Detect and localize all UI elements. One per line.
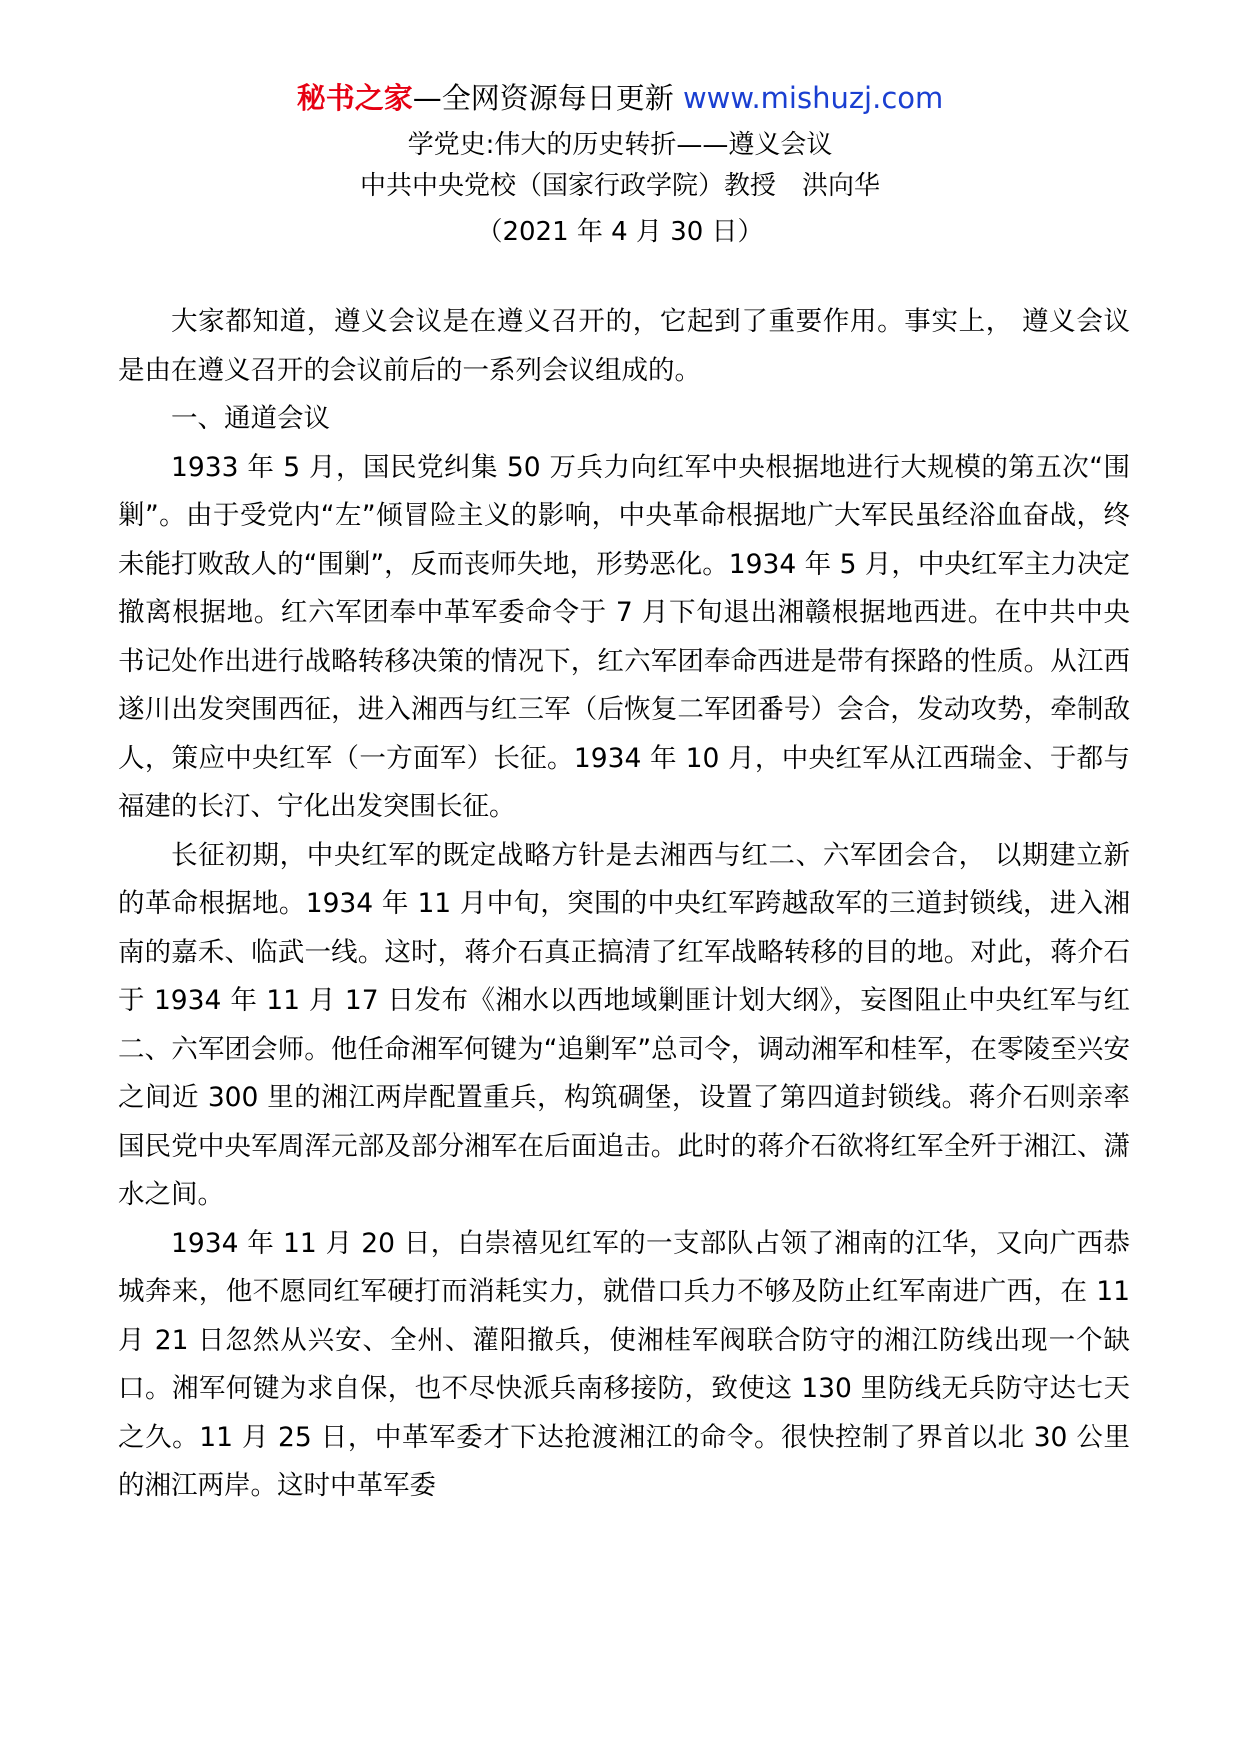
paragraph: 长征初期，中央红军的既定战略方针是去湘西与红二、六军团会合， 以期建立新的革命根据地。1934 年 11 月中旬，突围的中央红军跨越敌军的三道封锁线，进入湘南的嘉禾、临武一线。这时，蒋介石真正搞清了红军战略转移的目的地。对此，蒋介石于 1934 年 11 月 17 日发布《湘水以西地域剿匪计划大纲》，妄图阻止中央红军与红二、六军团会师。他任命湘军何键为“追剿军”总司令，调动湘军和桂军，在零陵至兴安之间近 300 里的湘江两岸配置重兵，构筑碉堡，设置了第四道封锁线。蒋介石则亲率国民党中央军周浑元部及部分湘军在后面追击。此时的蒋介石欲将红军全歼于湘江、潇水之间。 [118,839,1130,1210]
brand-name: 秘书之家 [296,81,413,115]
section-heading: 一、通道会议 [171,403,330,434]
paragraph: 1934 年 11 月 20 日，白崇禧见红军的一支部队占领了湘南的江华，又向广西恭城奔来，他不愿同红军硬打而消耗实力，就借口兵力不够及防止红军南进广西，在 11 月 21 日忽然从兴安、全州、灌阳撤兵，使湘桂军阀联合防守的湘江防线出现一个缺口。湘军何键为求自保，也不尽快派兵南移接防，致使这 130 里防线无兵防守达七天之久。11 月 25 日，中革军委才下达抢渡湘江的命令。很快控制了界首以北 30 公里的湘江两岸。这时中革军委 [118,1227,1130,1501]
banner-tagline: —全网资源每日更新 [412,81,674,115]
site-banner [0,78,1240,118]
document-author: 中共中央党校（国家行政学院）教授 洪向华 [359,171,880,201]
site-url-link[interactable]: www.mishuzj.com [682,81,944,115]
paragraph-intro: 大家都知道，遵义会议是在遵义召开的，它起到了重要作用。事实上， 遵义会议是由在遵义召开的会议前后的一系列会议组成的。 [118,306,1130,386]
document-date: （2021 年 4 月 30 日） [476,217,764,247]
document-body [118,298,1130,1511]
document-title: 学党史:伟大的历史转折——遵义会议 [407,130,833,160]
paragraph: 1933 年 5 月，国民党纠集 50 万兵力向红军中央根据地进行大规模的第五次“围剿”。由于受党内“左”倾冒险主义的影响，中央革命根据地广大军民虽经浴血奋战，终未能打败敌人的“围剿”，反而丧师失地，形势恶化。1934 年 5 月，中央红军主力决定撤离根据地。红六军团奉中革军委命令于 7 月下旬退出湘赣根据地西进。在中共中央书记处作出进行战略转移决策的情况下，红六军团奉命西进是带有探路的性质。从江西遂川出发突围西征，进入湘西与红三军（后恢复二军团番号）会合，发动攻势，牵制敌人，策应中央红军（一方面军）长征。1934 年 10 月，中央红军从江西瑞金、于都与福建的长汀、宁化出发突围长征。 [118,451,1130,822]
